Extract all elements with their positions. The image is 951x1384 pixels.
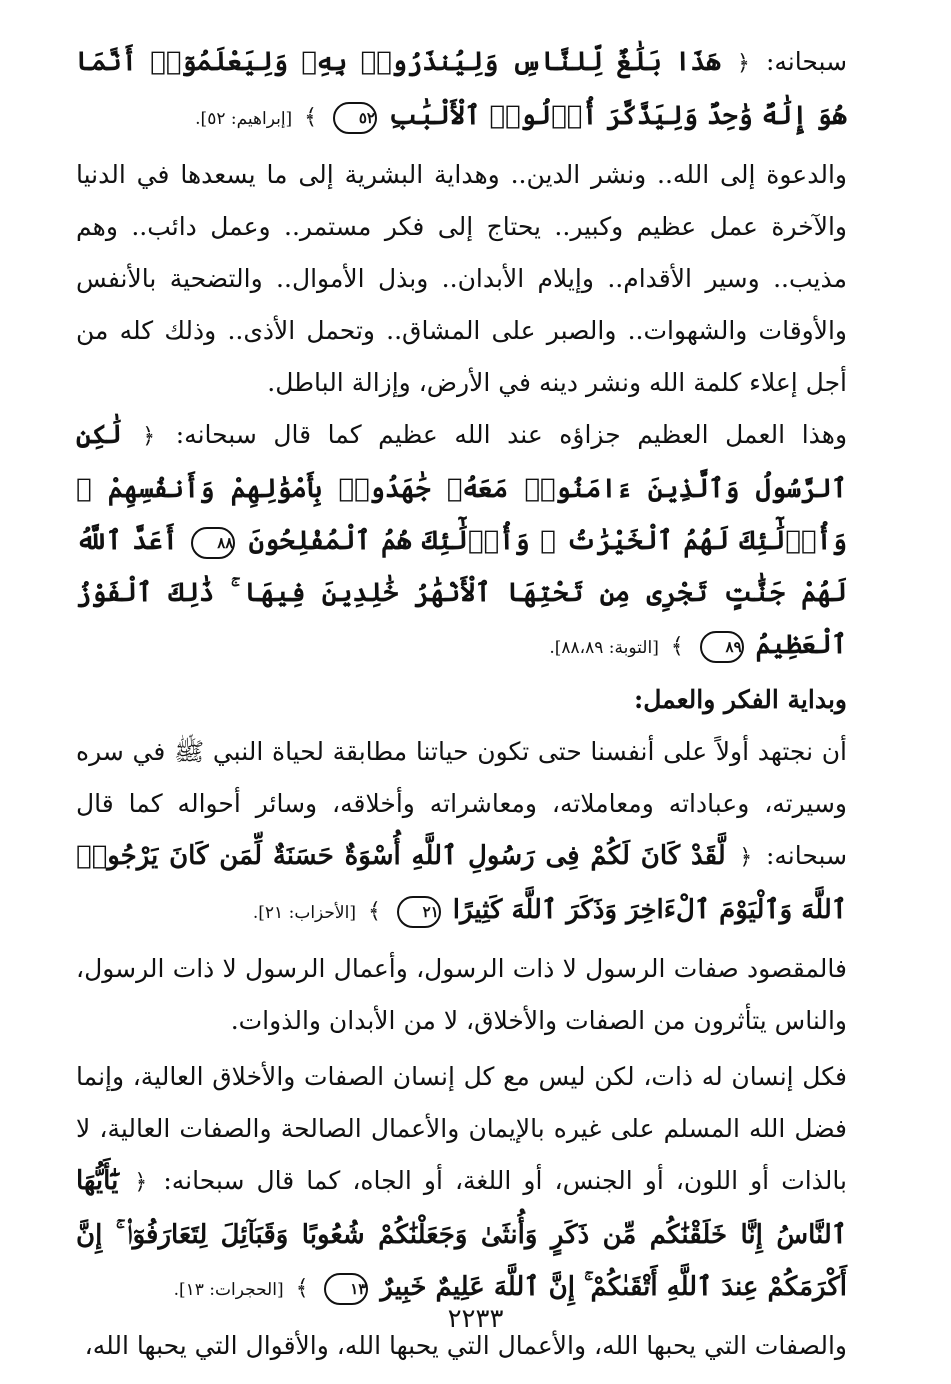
ornament-open-icon: ﴿ <box>739 845 753 870</box>
ayah-number-badge: ٥٢ <box>333 102 377 134</box>
ornament-open-icon: ﴿ <box>134 1170 148 1195</box>
lead-text: فكل إنسان له ذات، لكن ليس مع كل إنسان الصفات والأخلاق العالية، وإنما فضل الله المسلم على غيره بالإيمان والأعمال الصالحة والصفات العالية، لا بالذات أو اللون، أو الجنس، أو اللغة، أو الجاه، كما قال سبحانه: <box>76 1062 847 1195</box>
ornament-close-icon: ﴾ <box>304 105 318 130</box>
ornament-open-icon: ﴿ <box>736 51 750 76</box>
quran-verse: لَٰكِنِ ٱلرَّسُولُ وَٱلَّذِينَ ءَامَنُوا۟ مَعَهُۥ جَٰهَدُوا۟ بِأَمْوَٰلِهِمْ وَأَنفُسِهِمْ ۚ وَأُو۟لَٰٓئِكَ لَهُمُ ٱلْخَيْرَٰتُ ۖ وَأُو۟لَٰٓئِكَ هُمُ ٱلْمُفْلِحُونَ <box>76 420 847 556</box>
ornament-open-icon: ﴿ <box>142 424 156 449</box>
ornament-close-icon: ﴾ <box>295 1276 309 1301</box>
body-text: والصفات التي يحبها الله، والأعمال التي يحبها الله، والأقوال التي يحبها الله، <box>84 1331 847 1360</box>
page-body <box>76 36 847 1372</box>
paragraph-2 <box>76 149 847 409</box>
body-text: فالمقصود صفات الرسول لا ذات الرسول، وأعمال الرسول لا ذات الرسول، والناس يتأثرون من الصفات والأخلاق، لا من الأبدان والذوات. <box>76 954 847 1035</box>
paragraph-7 <box>76 1051 847 1316</box>
quran-verse: يَٰٓأَيُّهَا ٱلنَّاسُ إِنَّا خَلَقْنَٰكُم مِّن ذَكَرٍ وَأُنثَىٰ وَجَعَلْنَٰكُمْ شُعُوبًا وَقَبَآئِلَ لِتَعَارَفُوٓا۟ ۚ إِنَّ أَكْرَمَكُمْ عِندَ ٱللَّهِ أَتْقَىٰكُمْ ۚ إِنَّ ٱللَّهَ عَلِيمٌ خَبِيرٌ <box>76 1166 847 1302</box>
ornament-close-icon: ﴾ <box>670 634 684 659</box>
quran-verse: لَّقَدْ كَانَ لَكُمْ فِى رَسُولِ ٱللَّهِ أُسْوَةٌ حَسَنَةٌ لِّمَن كَانَ يَرْجُوا۟ ٱللَّهَ وَٱلْيَوْمَ ٱلْءَاخِرَ وَذَكَرَ ٱللَّهَ كَثِيرًا <box>76 841 847 925</box>
quran-verse: هَذَا بَلَٰغٌ لِّلنَّاسِ وَلِيُنذَرُوا۟ بِهِۦ وَلِيَعْلَمُوٓا۟ أَنَّمَا هُوَ إِلَٰهٌ وَٰحِدٌ وَلِيَذَّكَّرَ أُو۟لُوا۟ ٱلْأَلْبَٰبِ <box>76 47 847 131</box>
ayah-number-badge: ٨٨ <box>191 527 235 559</box>
verse-reference: [الأحزاب: ٢١]. <box>252 903 356 923</box>
paragraph-1 <box>76 36 847 145</box>
verse-reference: [إبراهيم: ٥٢]. <box>195 109 293 129</box>
lead-text: سبحانه: <box>765 47 848 76</box>
paragraph-5 <box>76 726 847 939</box>
ayah-number-badge: ٨٩ <box>700 631 744 663</box>
verse-reference: [التوبة: ٨٨،٨٩]. <box>549 638 659 658</box>
lead-text: أن نجتهد أولاً على أنفسنا حتى تكون حياتنا مطابقة لحياة النبي ﷺ في سره وسيرته، وعباداته ومعاملاته، ومعاشراته وأخلاقه، وسائر أحواله كما قال سبحانه: <box>76 737 848 870</box>
page-number: ٢٢٣٣ <box>447 1304 504 1334</box>
section-heading: وبداية الفكر والعمل: <box>634 685 847 714</box>
verse-reference: [الحجرات: ١٣]. <box>173 1280 284 1300</box>
paragraph-6 <box>76 943 847 1047</box>
paragraph-3 <box>76 409 847 674</box>
ayah-number-badge: ٢١ <box>397 896 441 928</box>
body-text: والدعوة إلى الله.. ونشر الدين.. وهداية البشرية إلى ما يسعدها في الدنيا والآخرة عمل عظيم وكبير.. يحتاج إلى فكر مستمر.. وعمل دائب.. وهم مذيب.. وسير الأقدام.. وإيلام الأبدان.. وبذل الأموال.. والتضحية بالأنفس والأوقات والشهوات.. والصبر على المشاق.. وتحمل الأذى.. وذلك كله من أجل إعلاء كلمة الله ونشر دينه في الأرض، وإزالة الباطل. <box>76 160 847 397</box>
lead-text: وهذا العمل العظيم جزاؤه عند الله عظيم كما قال سبحانه: <box>175 420 848 449</box>
quran-verse-continued: أَعَدَّ ٱللَّهُ لَهُمْ جَنَّٰتٍ تَجْرِى مِن تَحْتِهَا ٱلْأَنْهَٰرُ خَٰلِدِينَ فِيهَا ۚ ذَٰلِكَ ٱلْفَوْزُ ٱلْعَظِيمُ <box>76 526 847 660</box>
ornament-close-icon: ﴾ <box>367 899 381 924</box>
ayah-number-badge: ١٣ <box>324 1273 368 1305</box>
